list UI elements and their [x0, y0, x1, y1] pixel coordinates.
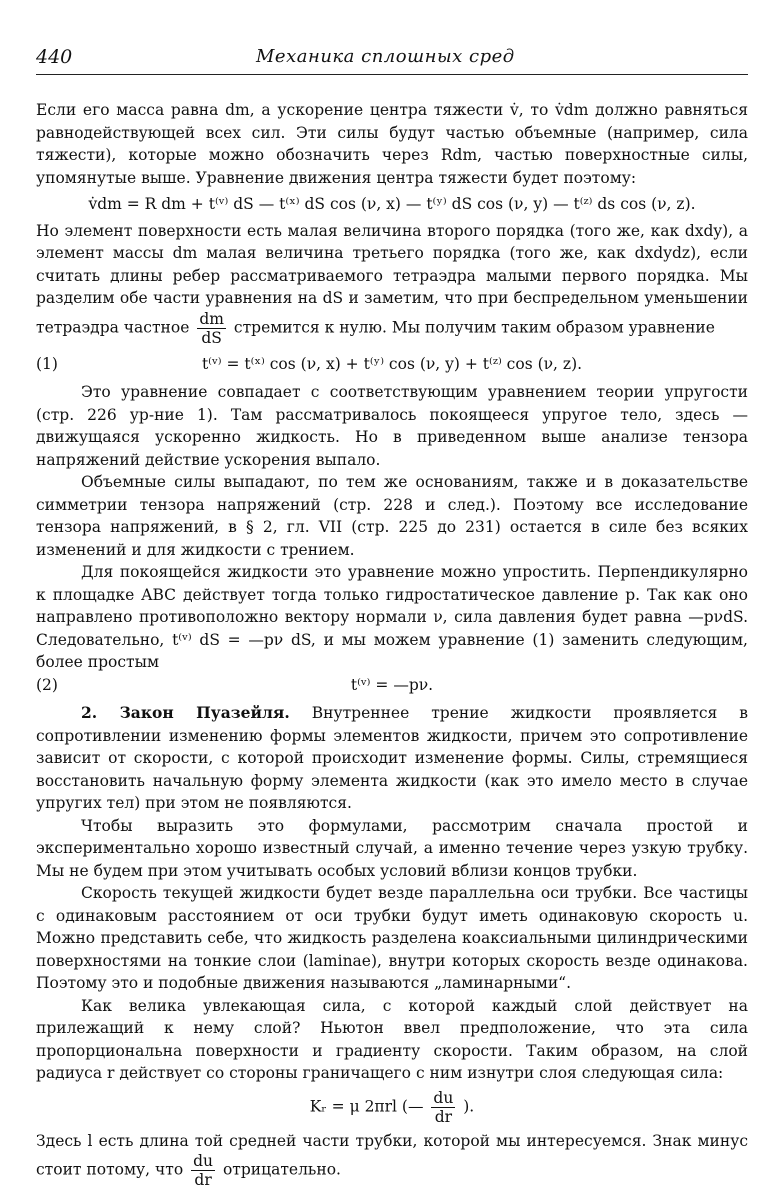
- paragraph: Скорость текущей жидкости будет везде параллельна оси трубки. Все частицы с одинаковым расстоянием от оси трубки будут иметь одинаковую скорость u. Можно представить себе, что жидкость разделена коаксиальными цилиндрическими поверхностями на тонкие слои (laminae), внутри которых скорость везде одинакова. Поэтому это и подобные движения называются „ламинарными“.: [36, 884, 748, 992]
- equation-motion: v̇dm = R dm + t⁽ᵛ⁾ dS — t⁽ˣ⁾ dS cos (ν, x) — t⁽ʸ⁾ dS cos (ν, y) — t⁽ᶻ⁾ ds cos (ν, z).: [88, 195, 696, 213]
- equation-1: [36, 353, 748, 376]
- fraction-du-dr: [191, 1152, 215, 1189]
- paragraph-text: Здесь l есть длина той средней части трубки, которой мы интересуемся. Знак минус стоит потому, что: [36, 1131, 748, 1179]
- fraction-numerator: du: [433, 1088, 454, 1107]
- equation-right: ).: [463, 1097, 475, 1115]
- paragraph-text: отрицательно.: [222, 1160, 341, 1179]
- paragraph: Если его масса равна dm, а ускорение центра тяжести v̇, то v̇dm должно равняться равнодействующей всех сил. Эти силы будут частью объемные (например, сила тяжести), которые можно обозначить через Rdm, частью поверхностные силы, упомянутые выше. Уравнение движения центра тяжести будет поэтому:: [36, 101, 748, 187]
- equation-expression: t⁽ᵛ⁾ = —pν.: [350, 675, 434, 694]
- page-header: [36, 44, 748, 75]
- fraction-du-dr: [431, 1089, 455, 1126]
- equation-number: (2): [36, 675, 58, 694]
- equation-number: (1): [36, 354, 58, 373]
- equation-expression: t⁽ᵛ⁾ = t⁽ˣ⁾ cos (ν, x) + t⁽ʸ⁾ cos (ν, y) + t⁽ᶻ⁾ cos (ν, z).: [201, 354, 583, 373]
- paragraph: Это уравнение совпадает с соответствующим уравнением теории упругости (стр. 226 ур-ние 1). Там рассматривалось покоящееся упругое тело, здесь — движущаяся ускоренно жидкость. Но в приведенном выше анализе тензора напряжений действие ускорения выпало.: [36, 383, 748, 469]
- running-title: Механика сплошных сред: [256, 46, 515, 67]
- fraction-dm-ds: [197, 310, 226, 347]
- paragraph: [36, 702, 748, 815]
- equation-left: Kᵣ = μ 2πrl (—: [309, 1097, 424, 1115]
- page-number: 440: [36, 46, 73, 68]
- fraction-denominator: dS: [201, 328, 222, 347]
- paragraph: [36, 1130, 748, 1190]
- paragraph: [36, 220, 748, 347]
- paragraph: Для покоящейся жидкости это уравнение можно упростить. Перпендикулярно к площадке ABC действует тогда только гидростатическое давление p. Так как оно направлено противоположно вектору нормали ν, сила давления будет равна —pνdS. Следовательно, t⁽ᵛ⁾ dS = —pν dS, и мы можем уравнение (1) заменить следующим, более простым: [36, 563, 748, 671]
- paragraph: Объемные силы выпадают, по тем же основаниям, также и в доказательстве симметрии тензора напряжений (стр. 228 и след.). Поэтому все исследование тензора напряжений, в § 2, гл. VII (стр. 225 до 231) остается в силе без всяких изменений и для жидкости с трением.: [36, 473, 748, 559]
- fraction-numerator: dm: [199, 309, 224, 328]
- paragraph: Как велика увлекающая сила, с которой каждый слой действует на прилежащий к нему слой? Ньютон ввел предположение, что эта сила пропорциональна поверхности и градиенту скорости. Таким образом, на слой радиуса r действует со стороны граничащего с ним изнутри слоя следующая сила:: [36, 996, 748, 1082]
- book-page: [36, 44, 748, 1189]
- equation-2: [36, 674, 748, 697]
- fraction-denominator: dr: [194, 1171, 212, 1189]
- section-title: 2. Закон Пуазейля.: [81, 703, 290, 722]
- paragraph-text: стремится к нулю. Мы получим таким образом уравнение: [233, 318, 715, 336]
- equation-friction-force: [36, 1089, 748, 1126]
- paragraph-text: Но элемент поверхности есть малая величина второго порядка (того же, как dxdy), а элемент массы dm малая величина третьего порядка (того же, как dxdydz), если считать длины ребер рассматриваемого тетраэдра малыми первого порядка. Мы разделим обе части уравнения на dS и заметим, что при беспредельном уменьшении тетраэдра частное: [36, 221, 748, 336]
- body-text: [36, 99, 748, 1189]
- paragraph-text: Внутреннее трение жидкости проявляется в сопротивлении изменению формы элементов жидкости, причем это сопротивление зависит от скорости, с которой происходит изменение формы. Силы, стремящиеся восстановить начальную форму элемента жидкости (как это имело место в случае упругих тел) при этом не появляются.: [36, 704, 749, 812]
- fraction-denominator: dr: [434, 1107, 453, 1126]
- fraction-numerator: du: [193, 1152, 214, 1170]
- paragraph: Чтобы выразить это формулами, рассмотрим сначала простой и экспериментально хорошо известный случай, а именно течение через узкую трубку. Мы не будем при этом учитывать особых условий вблизи концов трубки.: [36, 816, 748, 880]
